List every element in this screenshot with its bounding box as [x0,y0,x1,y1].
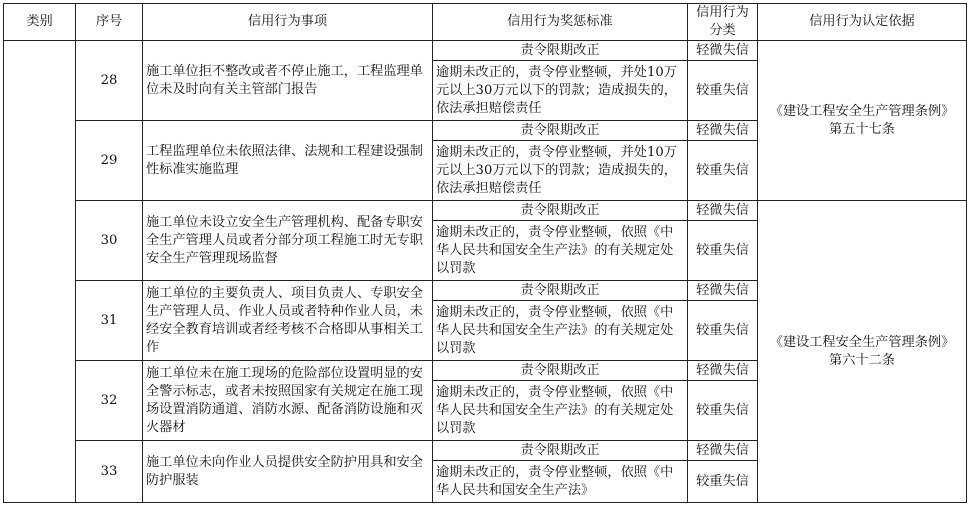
mild-class: 轻微失信 [688,121,758,141]
header-standard: 信用行为奖惩标准 [433,4,688,41]
item-text: 工程监理单位未依照法律、法规和工程建设强制性标准实施监理 [143,121,433,201]
mild-standard: 责令限期改正 [433,281,688,301]
row-number: 30 [76,201,143,281]
row-number: 31 [76,281,143,361]
severe-standard: 逾期未改正的，责令停业整顿，依照《中华人民共和国安全生产法》 [433,461,688,503]
table-row [4,41,967,61]
severe-standard: 逾期未改正的，责令停业整顿，依照《中华人民共和国安全生产法》的有关规定处以罚款 [433,301,688,361]
severe-standard: 逾期未改正的，责令停业整顿，依照《中华人民共和国安全生产法》的有关规定处以罚款 [433,381,688,441]
table-row [4,201,967,221]
header-basis: 信用行为认定依据 [758,4,967,41]
basis-text: 《建设工程安全生产管理条例》第五十七条 [758,41,967,201]
severe-standard: 逾期未改正的，责令停业整顿，依照《中华人民共和国安全生产法》的有关规定处以罚款 [433,221,688,281]
mild-class: 轻微失信 [688,41,758,61]
basis-text: 《建设工程安全生产管理条例》第六十二条 [758,201,967,503]
row-number: 28 [76,41,143,121]
mild-standard: 责令限期改正 [433,201,688,221]
mild-class: 轻微失信 [688,201,758,221]
header-classification: 信用行为分类 [688,4,758,41]
severe-class: 较重失信 [688,221,758,281]
header-category: 类别 [4,4,76,41]
item-text: 施工单位未设立安全生产管理机构、配备专职安全生产管理人员或者分部分项工程施工时无专职安全生产管理现场监督 [143,201,433,281]
item-text: 施工单位拒不整改或者不停止施工，工程监理单位未及时向有关主管部门报告 [143,41,433,121]
credit-behavior-table [3,3,967,503]
severe-class: 较重失信 [688,61,758,121]
severe-class: 较重失信 [688,301,758,361]
severe-standard: 逾期未改正的，责令停业整顿，并处10万元以上30万元以下的罚款；造成损失的，依法承担赔偿责任 [433,141,688,201]
severe-class: 较重失信 [688,141,758,201]
mild-standard: 责令限期改正 [433,41,688,61]
mild-class: 轻微失信 [688,361,758,381]
row-number: 33 [76,441,143,503]
item-text: 施工单位的主要负责人、项目负责人、专职安全生产管理人员、作业人员或者特种作业人员，未经安全教育培训或者经考核不合格即从事相关工作 [143,281,433,361]
row-number: 29 [76,121,143,201]
severe-standard: 逾期未改正的，责令停业整顿，并处10万元以上30万元以下的罚款；造成损失的，依法承担赔偿责任 [433,61,688,121]
mild-class: 轻微失信 [688,441,758,461]
item-text: 施工单位未向作业人员提供安全防护用具和安全防护服装 [143,441,433,503]
row-number: 32 [76,361,143,441]
mild-class: 轻微失信 [688,281,758,301]
mild-standard: 责令限期改正 [433,361,688,381]
mild-standard: 责令限期改正 [433,441,688,461]
category-cell [4,41,76,503]
severe-class: 较重失信 [688,381,758,441]
header-item: 信用行为事项 [143,4,433,41]
header-row [4,4,967,41]
item-text: 施工单位未在施工现场的危险部位设置明显的安全警示标志，或者未按照国家有关规定在施工现场设置消防通道、消防水源、配备消防设施和灭火器材 [143,361,433,441]
header-no: 序号 [76,4,143,41]
severe-class: 较重失信 [688,461,758,503]
mild-standard: 责令限期改正 [433,121,688,141]
